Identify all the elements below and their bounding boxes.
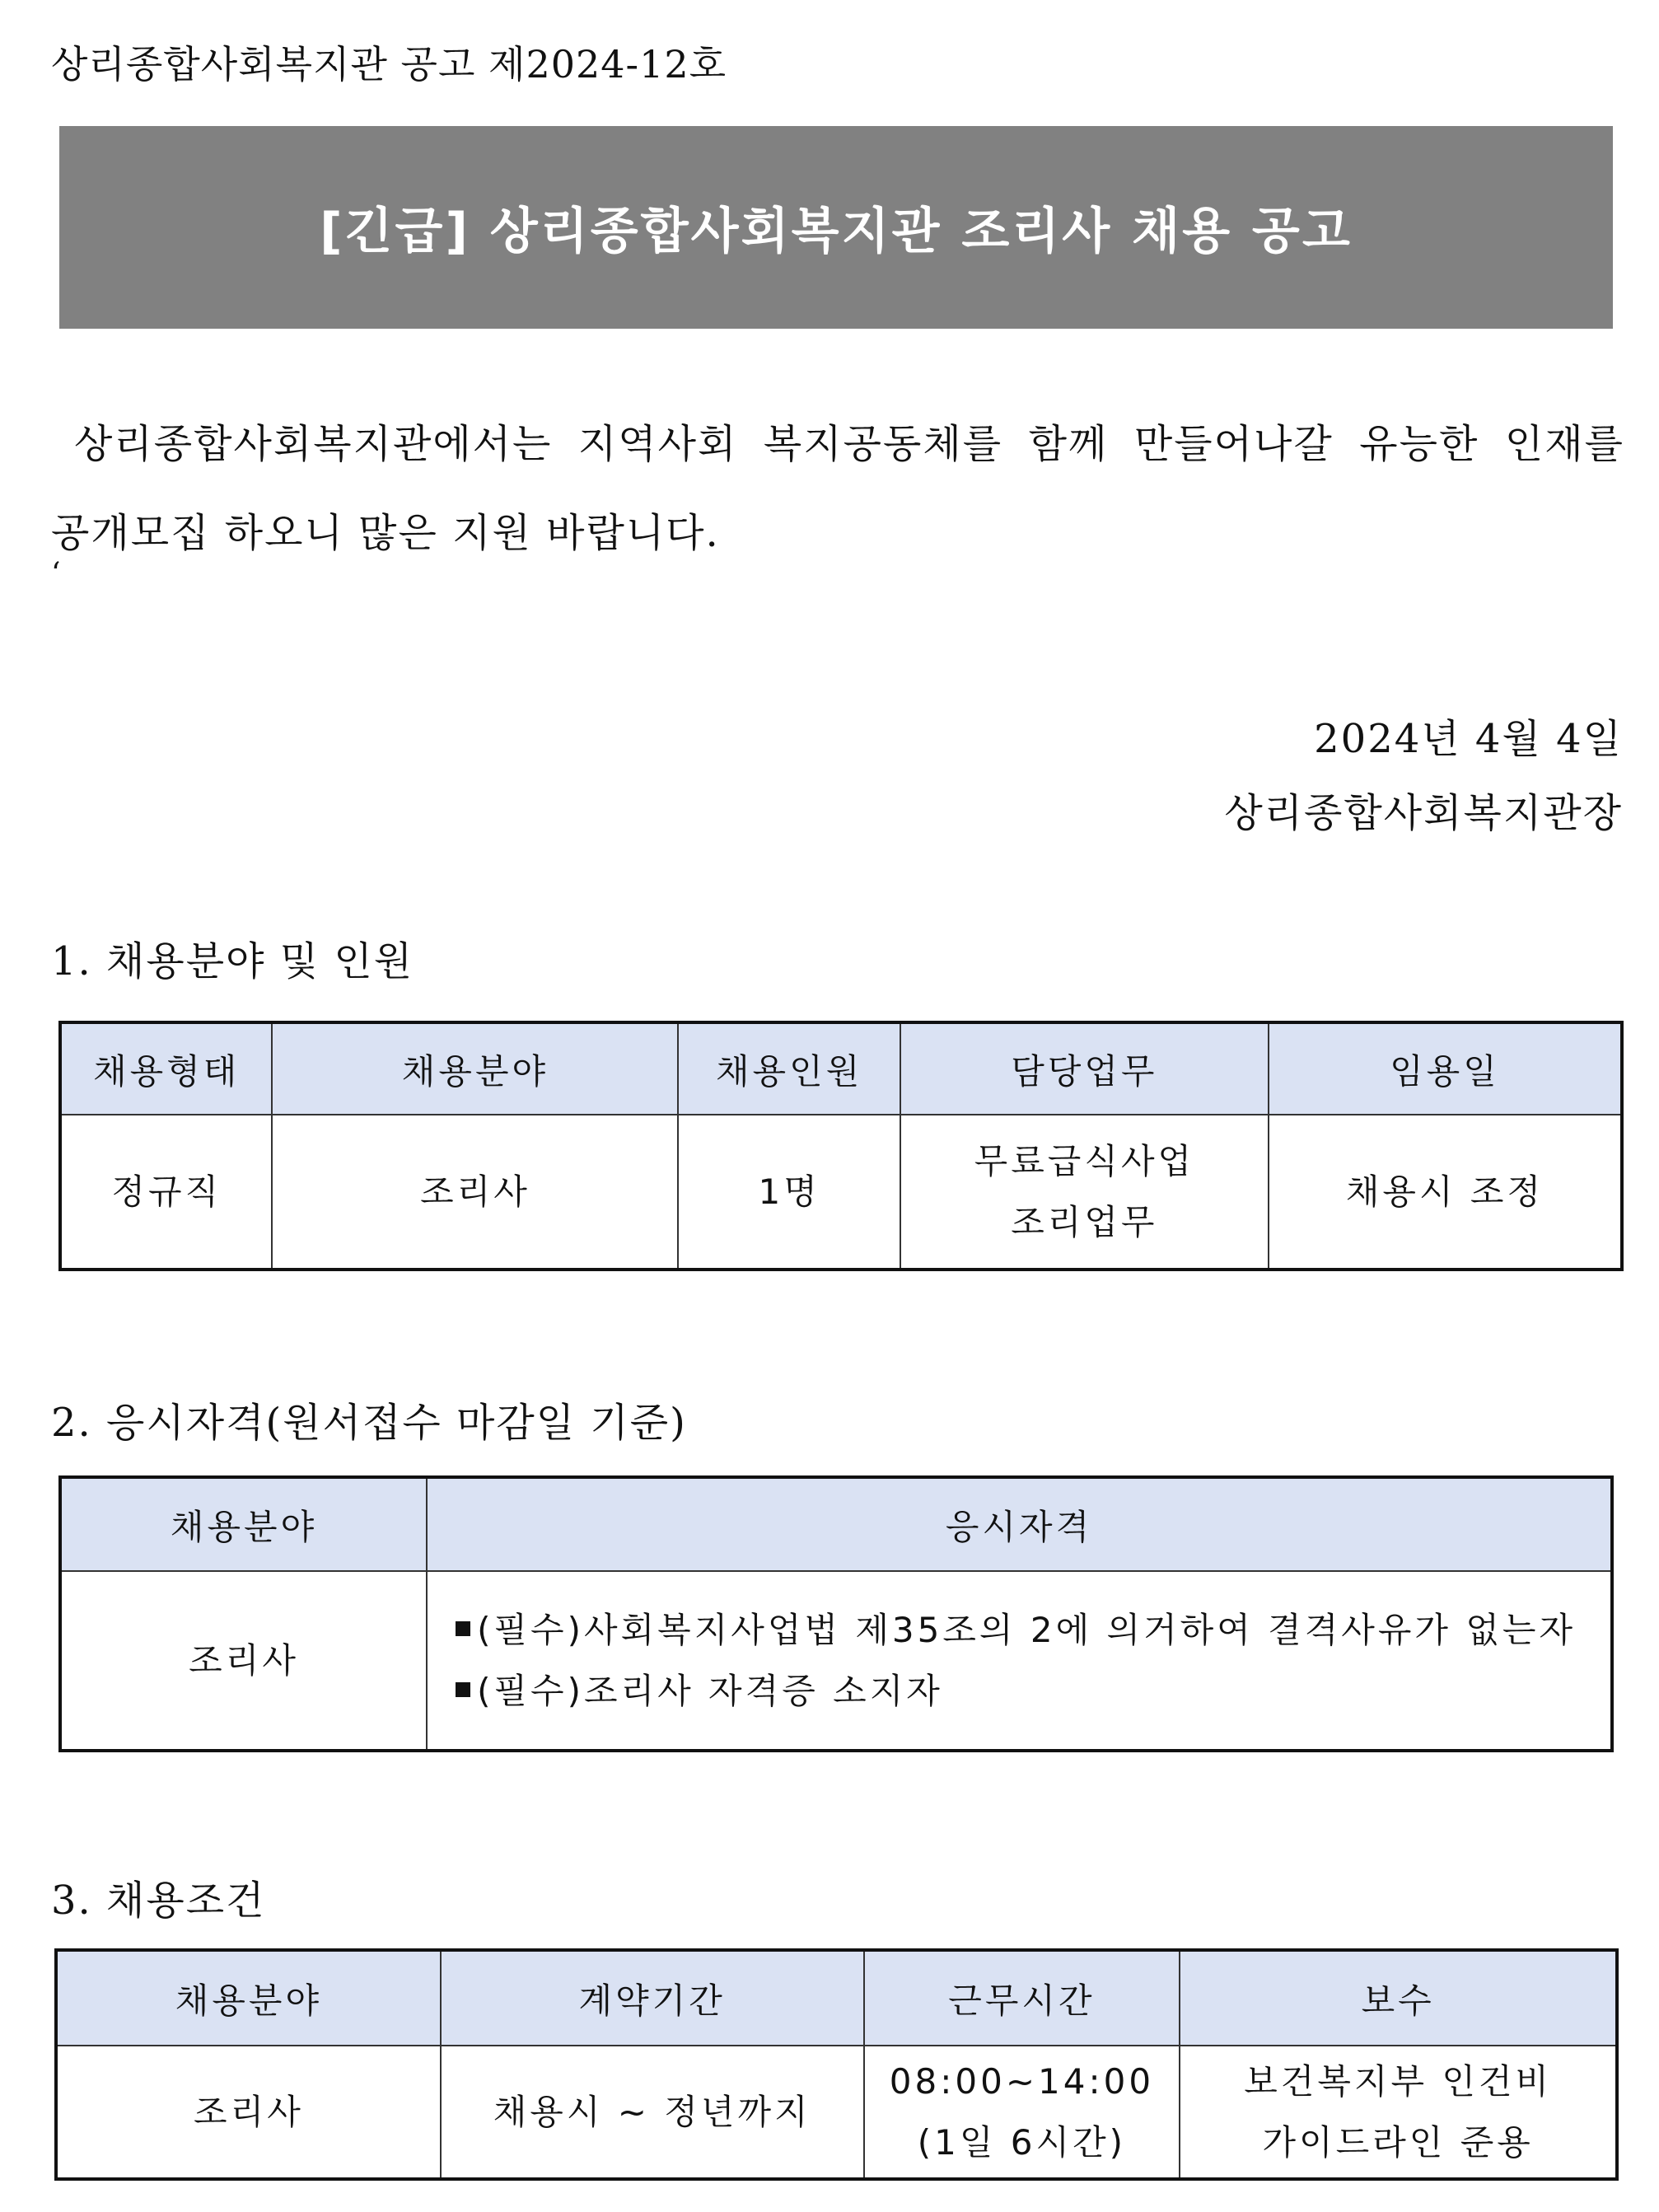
header-cell: 근무시간	[864, 1950, 1180, 2046]
qualification-item	[456, 1661, 1610, 1722]
duty-line: 무료급식사업	[974, 1140, 1195, 1181]
header-cell: 채용인원	[678, 1022, 900, 1115]
duty-line: 조리업무	[1011, 1201, 1158, 1242]
field-cell: 조리사	[56, 2046, 441, 2179]
table-header-row	[60, 1022, 1622, 1115]
notice-signatory: 상리종합사회복지관장	[1224, 790, 1623, 836]
header-cell: 채용분야	[272, 1022, 678, 1115]
intro-paragraph	[51, 400, 1624, 578]
page-title: [긴급] 상리종합사회복지관 조리사 채용 공고	[320, 203, 1353, 260]
title-banner	[59, 126, 1613, 329]
table-row	[60, 1115, 1622, 1270]
stray-mark: ‘	[51, 557, 61, 591]
header-cell: 계약기간	[441, 1950, 864, 2046]
header-cell: 임용일	[1269, 1022, 1622, 1115]
pay-line: 보건복지부 인건비	[1244, 2060, 1553, 2102]
contract-period-cell: 채용시 ~ 정년까지	[441, 2046, 864, 2179]
table-row	[56, 2046, 1617, 2179]
header-cell: 채용분야	[56, 1950, 441, 2046]
qualification-text: (필수)조리사 자격증 소지자	[477, 1670, 943, 1711]
intro-line-1: 상리종합사회복지관에서는 지역사회 복지공동체를 함께 만들어나갈 유능한 인재를	[74, 421, 1624, 467]
square-bullet-icon	[456, 1621, 470, 1636]
headcount-cell: 1명	[678, 1115, 900, 1270]
qualification-item	[456, 1600, 1610, 1661]
hours-line: 08:00~14:00	[889, 2060, 1155, 2102]
conditions-table	[54, 1948, 1619, 2181]
field-cell: 조리사	[272, 1115, 678, 1270]
hours-line: (1일 6시간)	[917, 2121, 1127, 2163]
header-cell: 채용형태	[60, 1022, 272, 1115]
qualification-cell	[427, 1571, 1612, 1751]
square-bullet-icon	[456, 1682, 470, 1697]
notice-date: 2024년 4월 4일	[1314, 716, 1623, 762]
duty-cell	[900, 1115, 1269, 1270]
header-cell: 채용분야	[60, 1477, 427, 1571]
pay-cell	[1180, 2046, 1617, 2179]
table-header-row	[56, 1950, 1617, 2046]
section-1-heading: 1. 채용분야 및 인원	[51, 938, 414, 984]
work-hours-cell	[864, 2046, 1180, 2179]
table-header-row	[60, 1477, 1612, 1571]
qualification-text: (필수)사회복지사업법 제35조의 2에 의거하여 결격사유가 없는자	[477, 1609, 1577, 1650]
table-row	[60, 1571, 1612, 1751]
section-3-heading: 3. 채용조건	[51, 1878, 266, 1924]
header-cell: 응시자격	[427, 1477, 1612, 1571]
employment-type-cell: 정규직	[60, 1115, 272, 1270]
header-cell: 담당업무	[900, 1022, 1269, 1115]
recruitment-table	[58, 1021, 1624, 1271]
intro-line-2: 공개모집 하오니 많은 지원 바랍니다.	[51, 510, 720, 556]
section-2-heading: 2. 응시자격(원서접수 마감일 기준)	[51, 1400, 687, 1446]
header-cell: 보수	[1180, 1950, 1617, 2046]
notice-number: 상리종합사회복지관 공고 제2024-12호	[51, 42, 727, 87]
appointment-cell: 채용시 조정	[1269, 1115, 1622, 1270]
field-cell: 조리사	[60, 1571, 427, 1751]
qualification-table	[58, 1475, 1614, 1752]
pay-line: 가이드라인 준용	[1262, 2121, 1534, 2163]
